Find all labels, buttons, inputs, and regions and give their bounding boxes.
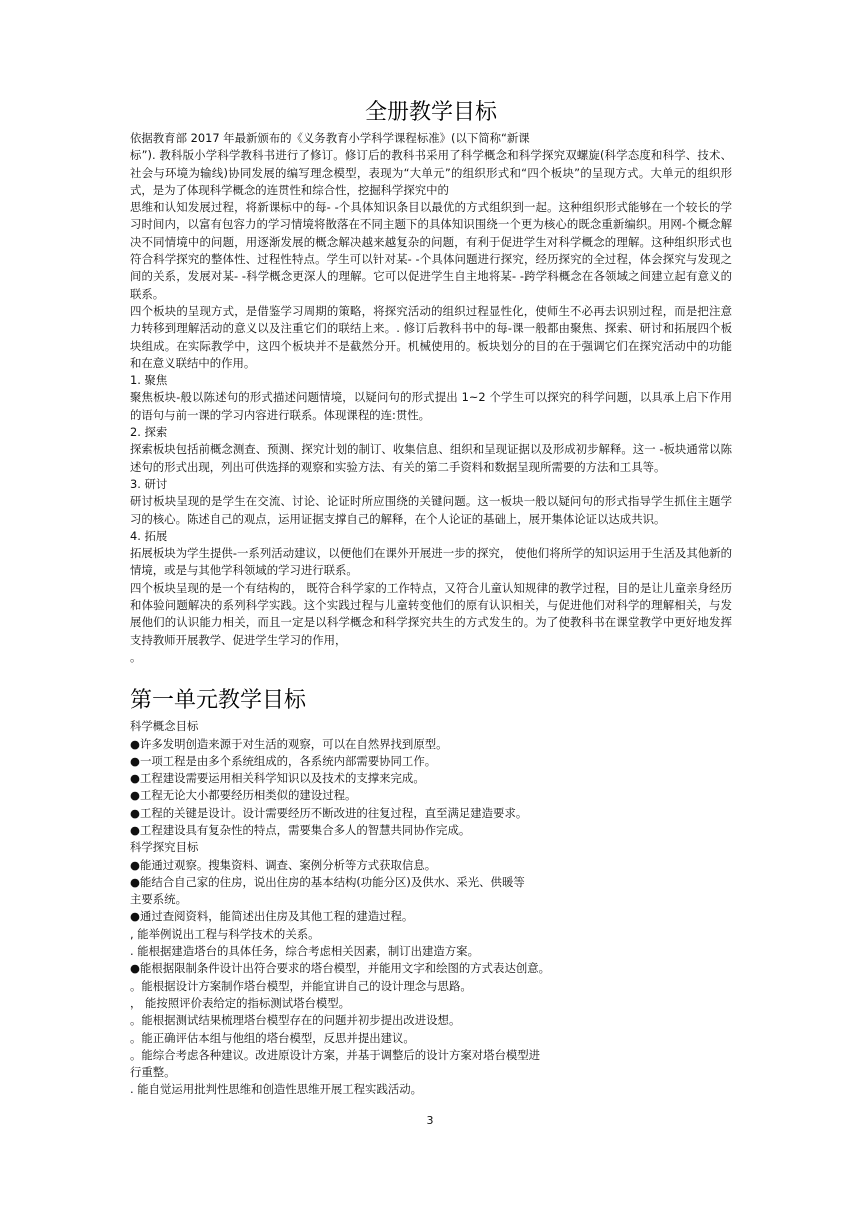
goal-item: . 能自觉运用批判性思维和创造性思维开展工程实践活动。 xyxy=(130,1082,423,1097)
goal-item: ， 能按照评价表给定的指标测试塔台模型。 xyxy=(130,995,351,1010)
explore-paragraph: 探索板块包括前概念测查、预测、探究计划的制订、收集信息、组织和呈现证据以及形成初步解释。这一 -板块通常以陈述句的形式出现，列出可供选择的观察和实验方法、有关的第二手资料和数据呈现所需要的方法和工具等。 xyxy=(130,442,732,474)
goal-item: ●工程建设具有复杂性的特点，需要集合多人的智慧共同协作完成。 xyxy=(130,822,471,837)
goal-item-continued: 主要系统。 xyxy=(130,892,187,907)
intro-section xyxy=(130,130,732,666)
goal-item: , 能举例说出工程与科学技术的关系。 xyxy=(130,926,320,941)
goal-item: ●通过查阅资料，能简述出住房及其他工程的建造过程。 xyxy=(130,909,414,924)
goal-item: 。能综合考虑各种建议。改进原设计方案，并基于调整后的设计方案对塔台模型进 xyxy=(130,1047,541,1062)
section-heading-discuss: 3. 研讨 xyxy=(130,476,168,491)
goal-subheading: 科学探究目标 xyxy=(130,840,199,855)
intro-paragraph: 标”). 教科版小学科学教科书进行了修订。修订后的教科书采用了科学概念和科学探究双螺旋(科学态度和科学、技术、社会与环境为输线)协同发展的编写理念模型，表现为“大单元”的组织形式和“四个板块”的呈现方式。大单元的组织形式，是为了体现科学概念的连贯性和综合性，挖掘科学探究中的 xyxy=(130,148,732,197)
goal-item: ●工程的关键是设计。设计需要经历不断改进的往复过程，直至满足建造要求。 xyxy=(130,805,528,820)
goal-item: . 能根据建造塔台的具体任务，综合考虑相关因素，制订出建造方案。 xyxy=(130,944,479,959)
extend-paragraph: 拓展板块为学生提供-一系列活动建议，以便他们在课外开展进一步的探究， 使他们将所学的知识运用于生活及其他新的情境，或是与其他学科领域的学习进行联系。 xyxy=(130,546,732,578)
goal-subheading: 科学概念目标 xyxy=(130,719,199,734)
stray-punctuation: 。 xyxy=(130,649,142,664)
goal-item: 。能正确评估本组与他组的塔台模型，反思并提出建议。 xyxy=(130,1030,415,1045)
goal-item: 。能根据测试结果梳理塔台模型存在的问题并初步提出改进设想。 xyxy=(130,1013,461,1028)
goal-item: ●能根据限制条件设计出符合要求的塔台模型，并能用文字和绘图的方式表达创意。 xyxy=(130,961,551,976)
goal-item: ●能通过观察。搜集资料、调查、案例分析等方式获取信息。 xyxy=(130,857,437,872)
intro-paragraph: 四个板块的呈现方式，是借鉴学习周期的策略，将探究活动的组织过程显性化，使师生不必再去识别过程，而是把注意力转移到理解活动的意义以及注重它们的联结上来。. 修订后教科书中的每-课一般都由聚焦、探索、研讨和拓展四个板块组成。在实际教学中，这四个板块并不是截然分开。机械使用的。板块划分的目的在于强调它们在探究活动中的功能和在意义联结中的作用。 xyxy=(130,303,732,370)
document-page xyxy=(130,100,732,1099)
goal-item: ●工程建设需要运用相关科学知识以及技术的支撑来完成。 xyxy=(130,771,425,786)
discuss-paragraph: 研讨板块呈现的是学生在交流、讨论、论证时所应围绕的关键问题。这一板块一般以疑问句的形式指导学生抓住主题学习的核心。陈述自己的观点，运用证据支撑自己的解释，在个人论证的基础上，展开集体论证以达成共识。 xyxy=(130,494,732,526)
goal-item: ●一项工程是由多个系统组成的，各系统内部需要协同工作。 xyxy=(130,753,437,768)
goal-item: 。能根据设计方案制作塔台模型，并能宜讲自己的设计理念与思路。 xyxy=(130,978,472,993)
goal-item: ●工程无论大小都要经历相类似的建设过程。 xyxy=(130,788,357,803)
unit-goals-list xyxy=(130,718,732,1099)
page-number: 3 xyxy=(426,1114,434,1127)
goal-item: ●能结合自己家的住房，说出住房的基本结构(功能分区)及供水、采光、供暖等 xyxy=(130,874,525,889)
goal-item: ●许多发明创造来源于对生活的观察，可以在自然界找到原型。 xyxy=(130,736,448,751)
page-title: 全册教学目标 xyxy=(364,100,497,125)
section-heading-focus: 1. 聚焦 xyxy=(130,373,168,388)
goal-item-continued: 行重整。 xyxy=(130,1065,176,1080)
section-heading-explore: 2. 探索 xyxy=(130,425,168,440)
summary-paragraph: 四个板块呈现的是一个有结构的， 既符合科学家的工作特点，又符合儿童认知规律的教学过程，目的是让儿童亲身经历和体验问题解决的系列科学实践。这个实践过程与儿童转变他们的原有认识相关，与促进他们对科学的理解相关，与发展他们的认识能力相关，而且一定是以科学概念和科学探究共生的方式发生的。为了使教科书在课堂教学中更好地发挥支持教师开展教学、促进学生学习的作用， xyxy=(130,580,732,647)
section-heading-extend: 4. 拓展 xyxy=(130,528,168,543)
unit-title: 第一单元教学目标 xyxy=(130,688,307,714)
focus-paragraph: 聚焦板块-般以陈述句的形式描述问题情境，以疑问句的形式提出 1~2 个学生可以探究的科学问题，以具承上启下作用的语句与前一课的学习内容进行联系。体现课程的连:贯性。 xyxy=(130,390,732,422)
intro-line: 依据教育部 2017 年最新颁布的《义务教育小学科学课程标准》(以下简称“新课 xyxy=(130,131,530,145)
intro-paragraph: 思维和认知发展过程，将新课标中的每- -个具体知识条目以最优的方式组织到一起。这种组织形式能够在一个较长的学习时间内，以富有包容力的学习情境将散落在不同主题下的具体知识围绕一个更为核心的既念重新编织。用网-个概念解决不同情境中的问题，用逐渐发展的概念解决越来越复杂的问题，有利于促进学生对科学概念的理解。这种组织形式也符合科学探究的整体性、过程性特点。学生可以针对某- -个具体问题进行探究，经历探究的全过程，体会探究与发现之间的关系，发展对某- -科学概念更深人的理解。它可以促进学生自主地将某- -跨学科概念在各领域之间建立起有意义的联系。 xyxy=(130,200,732,301)
